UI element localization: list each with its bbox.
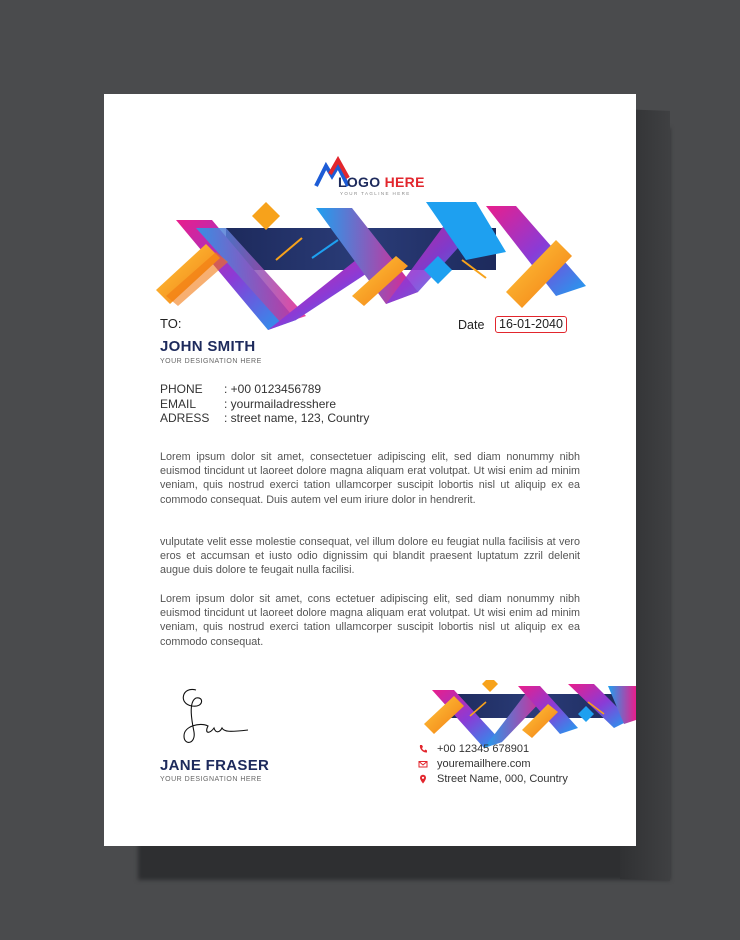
contact-value: : yourmailadresshere xyxy=(224,396,337,411)
logo-text: LOGO HERE xyxy=(338,174,425,190)
contact-value: : street name, 123, Country xyxy=(224,411,370,425)
footer-address-text: Street Name, 000, Country xyxy=(437,773,568,785)
contact-row-address xyxy=(160,411,369,426)
date-label: Date xyxy=(458,318,485,332)
recipient-contacts xyxy=(160,382,369,426)
logo xyxy=(314,156,434,196)
body-paragraph-1: Lorem ipsum dolor sit amet, consectetuer adipiscing elit, sed diam nonummy nibh euismod tincidunt ut laoreet dolore magna aliquam erat volutpat. Ut wisi enim ad minim veniam, quis nostrud exerci tation ullamcorper suscipit lobortis nisl ut aliquip ex ea commodo consequat. Duis autem vel eum iriure dolor in hendrerit. xyxy=(160,451,580,506)
footer-phone xyxy=(418,743,529,755)
to-label: TO: xyxy=(160,316,182,331)
footer-phone-text: +00 12345 678901 xyxy=(437,743,530,755)
contact-row-email xyxy=(160,397,369,412)
signer-name: JANE FRASER xyxy=(160,757,270,774)
contact-row-phone xyxy=(160,382,369,397)
recipient-designation: YOUR DESIGNATION HERE xyxy=(160,358,262,365)
footer-geometric-art xyxy=(418,680,636,750)
body-paragraph-2: vulputate velit esse molestie consequat, vel illum dolore eu feugiat nulla facilisis at vero eros et accumsan et iusto odio dignissim qui blandit praesent luptatum zzril delenit augue duis dolore te feugait nulla facilisi. xyxy=(160,536,580,577)
contact-label: PHONE xyxy=(160,382,203,396)
contact-label: EMAIL xyxy=(160,396,197,411)
body-paragraph-3: Lorem ipsum dolor sit amet, cons ectetuer adipiscing elit, sed diam nonummy nibh euismod tincidunt ut laoreet dolore magna aliquam erat volutpat. Ut wisi enim ad minim veniam, quis nostrud exerci tation ullamcorper suscipit lobortis nisl ut aliquip ex ea commodo consequat. xyxy=(160,593,580,648)
footer-email xyxy=(418,758,531,770)
contact-value: : +00 0123456789 xyxy=(224,382,322,396)
footer-email-text: youremailhere.com xyxy=(437,758,531,770)
letterhead-page xyxy=(104,94,636,846)
envelope-icon xyxy=(418,759,428,769)
signer-designation: YOUR DESIGNATION HERE xyxy=(160,776,262,783)
contact-label: ADRESS xyxy=(160,411,210,425)
date-value: 16-01-2040 xyxy=(495,316,567,333)
logo-tagline: YOUR TAGLINE HERE xyxy=(340,191,411,196)
phone-icon xyxy=(418,744,428,754)
footer-address xyxy=(418,773,568,785)
signature-icon xyxy=(174,682,254,752)
location-pin-icon xyxy=(418,774,428,784)
recipient-name: JOHN SMITH xyxy=(160,338,256,355)
